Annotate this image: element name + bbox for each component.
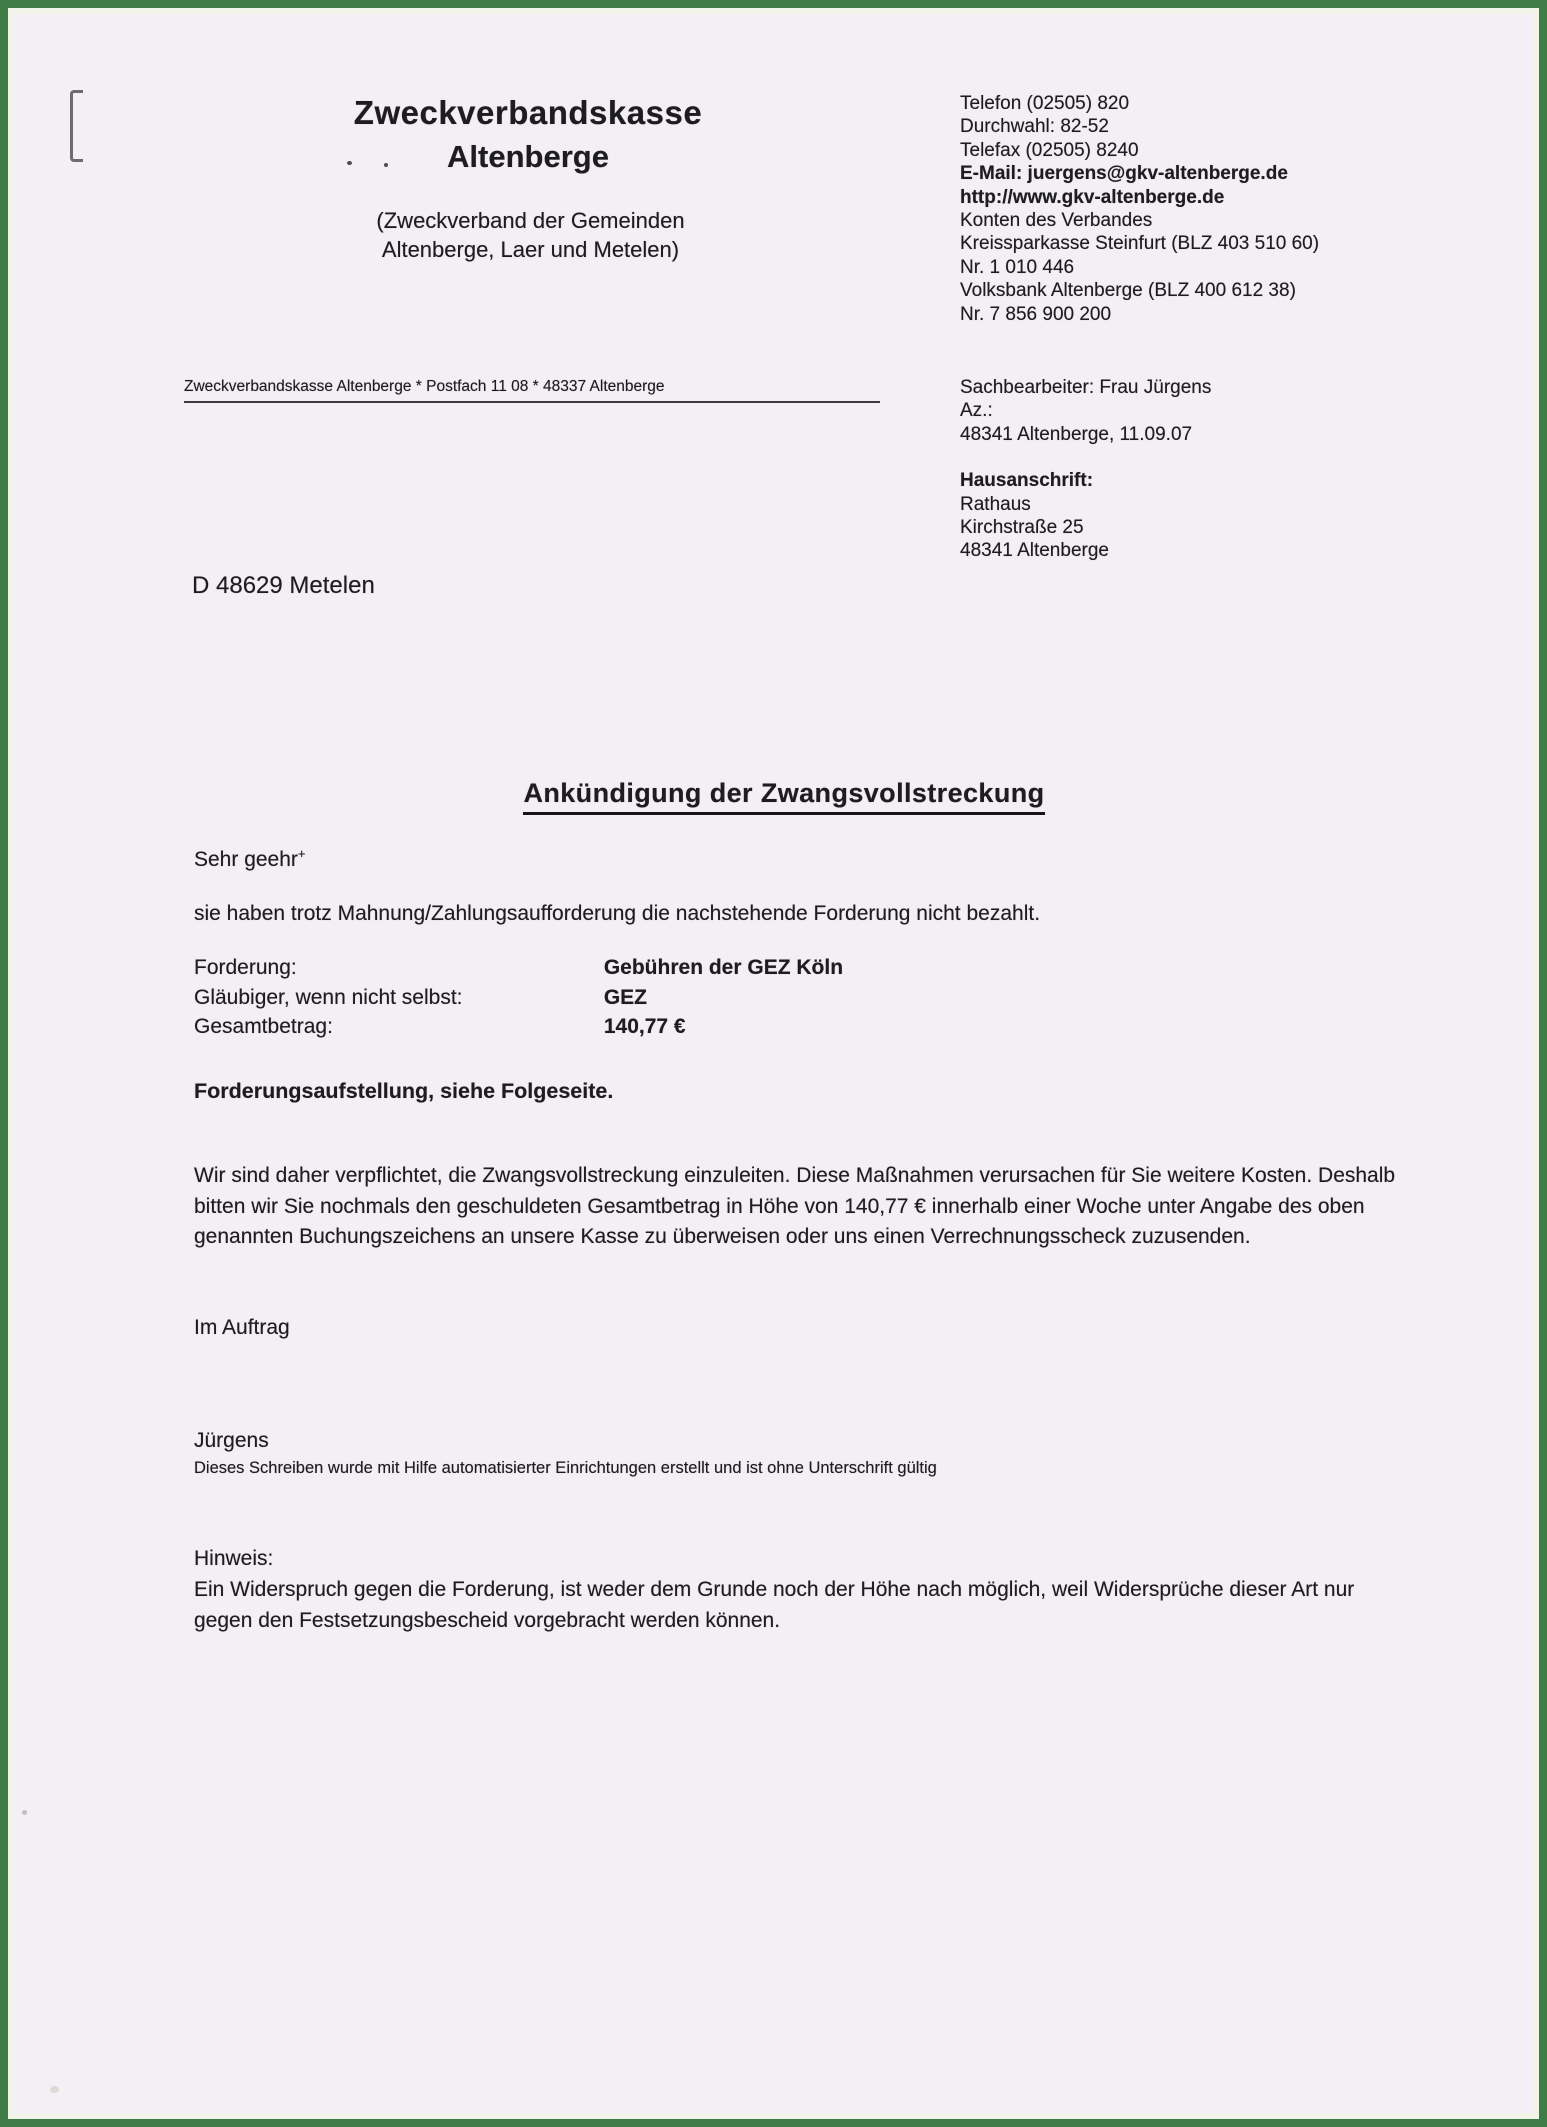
automation-note: Dieses Schreiben wurde mit Hilfe automatisierter Einrichtungen erstellt und ist ohne Unterschrift gültig <box>194 1459 937 1477</box>
sender-return-address: Zweckverbandskasse Altenberge * Postfach 11 08 * 48337 Altenberge <box>184 378 880 403</box>
contact-line-sparkasse: Kreissparkasse Steinfurt (BLZ 403 510 60) <box>960 233 1320 255</box>
claim-value: 140,77 € <box>603 1015 686 1038</box>
scan-speck <box>347 161 352 165</box>
recipient-address: D 48629 Metelen <box>192 572 375 599</box>
claim-table <box>194 956 843 1045</box>
clerk-block <box>960 376 1211 563</box>
contact-line-kontonr1: Nr. 1 010 446 <box>960 256 1075 278</box>
contact-line-kontonr2: Nr. 7 856 900 200 <box>960 303 1112 325</box>
org-subtitle-line1: (Zweckverband der Gemeinden <box>376 208 685 233</box>
hausanschrift-line3: 48341 Altenberge <box>960 540 1109 562</box>
letter-title-row <box>194 778 1374 815</box>
claim-label: Gläubiger, wenn nicht selbst: <box>194 985 463 1009</box>
claim-label: Forderung: <box>194 956 297 979</box>
clerk-place-date: 48341 Altenberge, 11.09.07 <box>960 423 1193 445</box>
contact-line-durchwahl: Durchwahl: 82-52 <box>960 116 1109 138</box>
hint-text: Ein Widerspruch gegen die Forderung, ist weder dem Grunde noch der Höhe nach möglich, weil Widersprüche dieser Art nur gegen den Festsetzungsbescheid vorgebracht werden können. <box>194 1578 1355 1632</box>
closing-formula: Im Auftrag <box>194 1316 290 1339</box>
salutation <box>194 846 306 872</box>
claim-value: Gebühren der GEZ Köln <box>603 956 844 979</box>
hausanschrift-line1: Rathaus <box>960 493 1031 515</box>
letter-title: Ankündigung der Zwangsvollstreckung <box>523 778 1044 815</box>
contact-line-telefon: Telefon (02505) 820 <box>960 93 1130 114</box>
main-paragraph: Wir sind daher verpflichtet, die Zwangsvollstreckung einzuleiten. Diese Maßnahmen verursachen für Sie weitere Kosten. Deshalb bitten wir Sie nochmals den geschuldeten Gesamtbetrag in Höhe von 140,77 € innerhalb einer Woche unter Angabe des oben genannten Buchungszeichens an unsere Kasse zu überweisen oder uns einen Verrechnungsscheck zuzusenden. <box>194 1164 1396 1248</box>
forderungsaufstellung-note: Forderungsaufstellung, siehe Folgeseite. <box>194 1079 614 1103</box>
hausanschrift-label: Hausanschrift: <box>960 470 1094 492</box>
hint-label: Hinweis: <box>194 1547 274 1570</box>
contact-line-website: http://www.gkv-altenberge.de <box>960 186 1225 208</box>
contact-line-email: E-Mail: juergens@gkv-altenberge.de <box>960 163 1288 185</box>
claim-label: Gesamtbetrag: <box>194 1015 333 1038</box>
org-name-line2: Altenberge <box>447 139 609 174</box>
hausanschrift-line2: Kirchstraße 25 <box>960 517 1084 539</box>
clerk-reference: Az.: <box>960 400 993 422</box>
contact-line-volksbank: Volksbank Altenberge (BLZ 400 612 38) <box>960 280 1296 302</box>
signature-name: Jürgens <box>194 1429 269 1452</box>
org-subtitle <box>338 206 723 264</box>
scan-speck <box>384 163 388 167</box>
clerk-name: Sachbearbeiter: Frau Jürgens <box>960 377 1212 398</box>
contact-line-konten: Konten des Verbandes <box>960 210 1153 232</box>
salutation-mark: + <box>297 846 306 861</box>
intro-sentence: sie haben trotz Mahnung/Zahlungsaufforderung die nachstehende Forderung nicht bezahlt. <box>194 902 1041 925</box>
scan-speck <box>22 1810 27 1815</box>
claim-value: GEZ <box>603 985 648 1009</box>
staple-bracket-mark <box>70 90 83 162</box>
org-subtitle-line2: Altenberge, Laer und Metelen) <box>381 237 680 262</box>
claim-row <box>194 1015 843 1045</box>
scan-speck <box>50 2086 59 2093</box>
contact-line-telefax: Telefax (02505) 8240 <box>960 139 1139 161</box>
salutation-text: Sehr geehr <box>194 848 298 871</box>
claim-row <box>194 986 843 1016</box>
org-name-line1: Zweckverbandskasse <box>353 94 703 131</box>
contact-block <box>960 92 1319 326</box>
claim-row <box>194 956 843 986</box>
org-header <box>333 94 723 175</box>
